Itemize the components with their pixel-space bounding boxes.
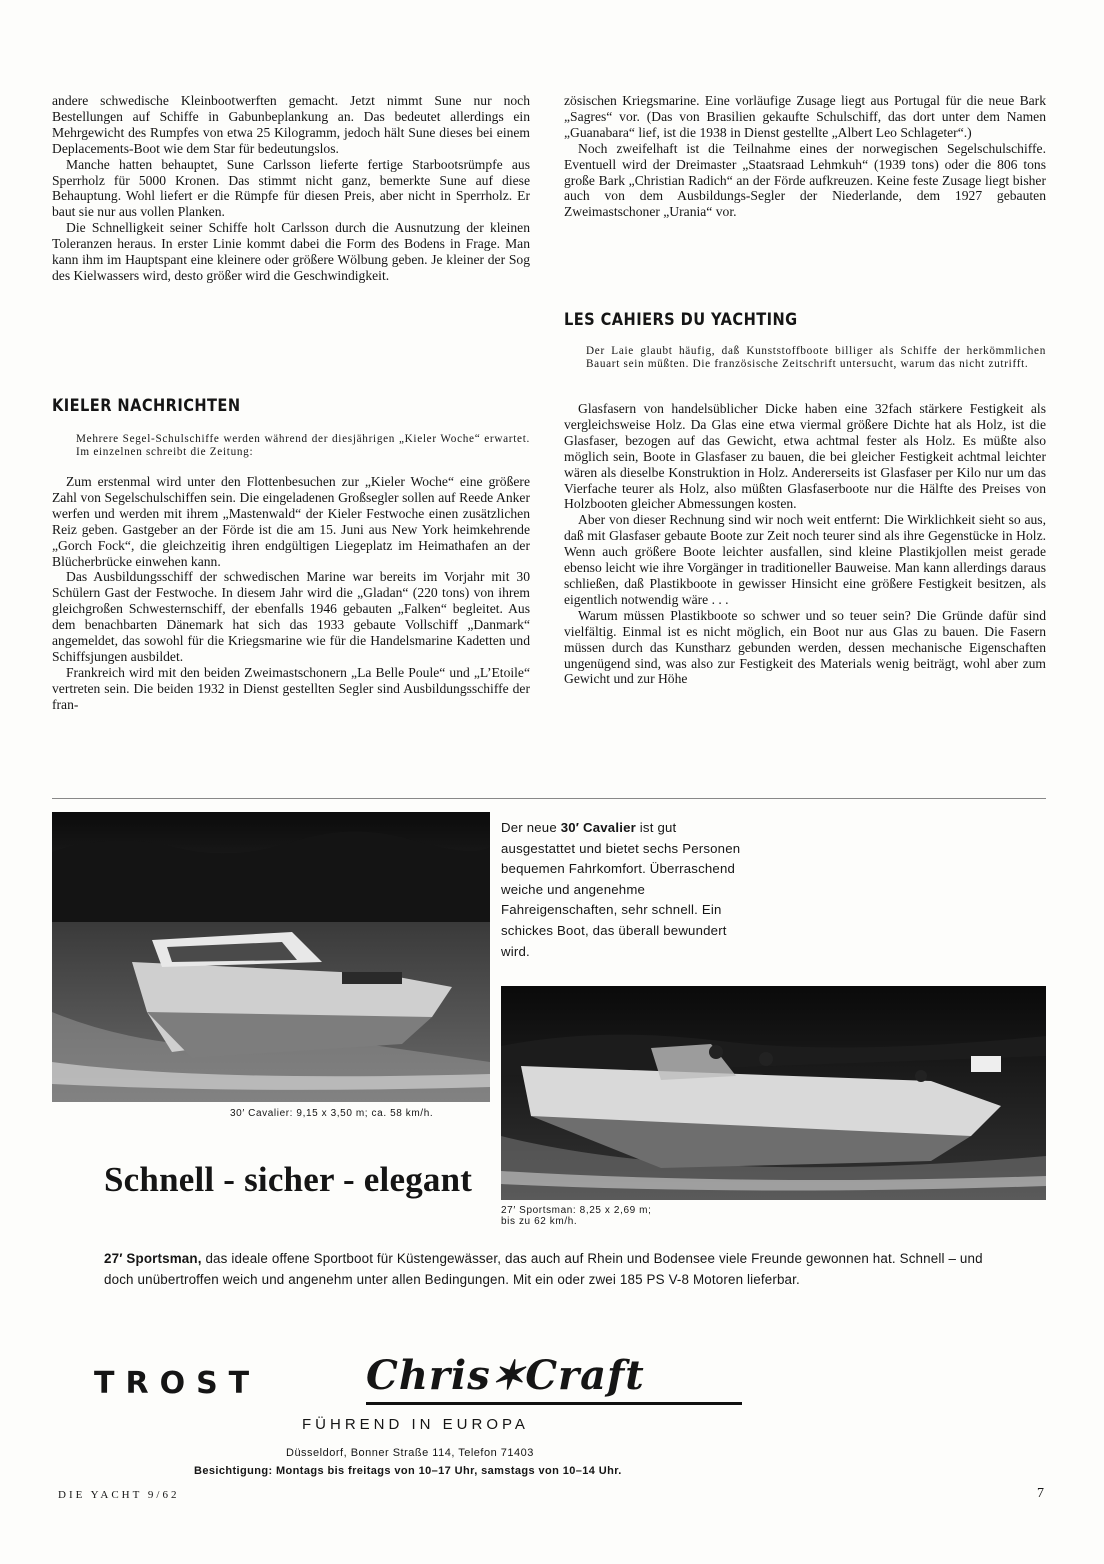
caption-line: bis zu 62 km/h.: [501, 1216, 578, 1227]
left-column-body: [52, 474, 530, 713]
paragraph: zösischen Kriegsmarine. Eine vorläufige Zusage liegt aus Portugal für die neue Bark „Sagres“ vor. (Das von Brasilien gekaufte Schulschiff, das dort unter dem Namen „Guanabara“ lief, ist die 1938 in Dienst gestellte „Albert Leo Schlageter“.): [564, 93, 1046, 140]
blurb-text: ist gut ausgestattet und bietet sechs Personen bequemen Fahrkomfort. Überraschend weiche und angenehme Fahreigenschaften, sehr schnell. Ein schickes Boot, das überall bewundert wird.: [501, 820, 741, 959]
paragraph: andere schwedische Kleinbootwerften gemacht. Jetzt nimmt Sune nur noch Bestellungen auf Schiffe in Gabunbeplankung an. Das bedeutet allerdings ein Mehrgewicht des Rumpfes von etwa 25 Kilogramm, jedoch hält Sune dieses bei einem Deplacements-Boot wie dem Star für bedeutungslos.: [52, 93, 530, 156]
ad-body-text: das ideale offene Sportboot für Küstengewässer, das auch auf Rhein und Bodensee viele Freunde gewonnen hat. Schnell – und doch unübertroffen weich und angenehm unter allen Bedingungen. Mit ein oder zwei 185 PS V-8 Motoren lieferbar.: [104, 1251, 983, 1287]
paragraph: Die Schnelligkeit seiner Schiffe holt Carlsson durch die Ausnutzung der kleinen Toleranzen heraus. In erster Linie kommt dabei die Form des Bodens in Frage. Man kann ihm im Hauptspant eine kleinere oder größere Wölbung geben. Je kleiner der Sog des Kielwassers wird, desto größer wird die Geschwindigkeit.: [52, 220, 530, 283]
address: Düsseldorf, Bonner Straße 114, Telefon 71403: [286, 1447, 534, 1459]
paragraph: Zum erstenmal wird unter den Flottenbesuchen zur „Kieler Woche“ eine größere Zahl von Segelschulschiffen sein. Die eingeladenen Großsegler sollen auf Reede Anker werfen und werden mit ihrem „Mastenwald“ der Kieler Festwoche einen zusätzlichen Reiz geben. Gastgeber an der Förde ist die am 15. Juni aus New York heimkehrende „Gorch Fock“, die gleichzeitig ihren endgültigen Liegeplatz im Heimathafen an der Blücherbrücke einwehen kann.: [52, 474, 530, 569]
page-number: 7: [1037, 1486, 1044, 1501]
model-name: 30′ Cavalier: [560, 820, 636, 835]
caption-line: 27′ Sportsman: 8,25 x 2,69 m;: [501, 1205, 652, 1216]
cavalier-boat-illustration: [52, 812, 490, 1102]
ad-divider: [52, 798, 1046, 799]
hours: Besichtigung: Montags bis freitags von 10–17 Uhr, samstags von 10–14 Uhr.: [194, 1465, 622, 1477]
heading-kieler-nachrichten: KIELER NACHRICHTEN: [52, 396, 241, 416]
cavalier-blurb: [501, 818, 741, 962]
model-name: 27′ Sportsman,: [104, 1251, 202, 1266]
right-column-body: [564, 401, 1046, 687]
lead-kieler-nachrichten: Mehrere Segel-Schulschiffe werden während der diesjährigen „Kieler Woche“ erwartet. Im einzelnen schreibt die Zeitung:: [76, 433, 530, 459]
cavalier-photo: [52, 812, 490, 1102]
sportsman-caption: [501, 1205, 651, 1227]
paragraph: Manche hatten behauptet, Sune Carlsson lieferte fertige Starbootsrümpfe aus Sperrholz für 5000 Kronen. Das stimmt nicht ganz, bemerkte Sune auf diese Behauptung. Wohl liefert er die Rümpfe für diesen Preis, aber nicht in Sperrholz. Er baut sie nur aus vollen Planken.: [52, 156, 530, 220]
heading-les-cahiers: LES CAHIERS DU YACHTING: [564, 310, 798, 330]
brand-trost: TROST: [94, 1366, 261, 1401]
slogan: Schnell - sicher - elegant: [104, 1160, 473, 1199]
cavalier-caption: 30′ Cavalier: 9,15 x 3,50 m; ca. 58 km/h.: [230, 1108, 434, 1119]
sportsman-text: [104, 1248, 1004, 1290]
publication-footer: DIE YACHT 9/62: [58, 1489, 180, 1501]
sportsman-photo: [501, 986, 1046, 1200]
paragraph: Aber von dieser Rechnung sind wir noch weit entfernt: Die Wirklichkeit sieht so aus, daß mit Glasfaser gebaute Boote zur Zeit noch teurer sind als ihre Gegenstücke in Holz. Wenn auch größere Boote leichter ausfallen, sind kleine Plastikjollen meist gerade ebenso leicht wie ihre Vorgänger in traditioneller Bauweise. Man kann allerdings daraus schließen, daß Plastikboote in gewisser Hinsicht eine größere Festigkeit besitzen, als eigentlich notwendig wäre . . .: [564, 512, 1046, 607]
paragraph: Warum müssen Plastikboote so schwer und so teuer sein? Die Gründe dafür sind vielfältig. Einmal ist es nicht möglich, ein Boot nur aus Glas zu bauen. Die Fasern müssen durch das Kunstharz gebunden werden, dessen mechanische Eigenschaften ungenügend sind, was also zur Festigkeit des Materials wenig beiträgt, wohl aber zum Gewicht und zur Höhe: [564, 607, 1046, 687]
lead-les-cahiers: Der Laie glaubt häufig, daß Kunststoffboote billiger als Schiffe der herkömmlichen Bauart sein müßten. Die französische Zeitschrift untersucht, warum das nicht zutrifft.: [586, 345, 1046, 371]
paragraph: Noch zweifelhaft ist die Teilnahme eines der norwegischen Segelschulschiffe. Eventuell wird der Dreimaster „Staatsraad Lehmkuh“ (1939 tons) oder die 806 tons große Bark „Christian Radich“ an der Förde aufkreuzen. Keine feste Zusage liegt bisher auch von dem Ausbildungs-Segler der Niederlande, dem 1927 gebauten Zweimastschoner „Urania“ vor.: [564, 140, 1046, 220]
logo-underline: [366, 1402, 742, 1405]
paragraph: Das Ausbildungsschiff der schwedischen Marine war bereits im Vorjahr mit 30 Schülern Gast der Festwoche. In diesem Jahr wird die „Gladan“ (220 tons) von ihrem gleichgroßen Schwesternschiff, der ebenfalls 1946 gebauten „Falken“ begleitet. Aus dem benachbarten Dänemark hat sich das 1933 gebaute Vollschiff „Danmark“ angemeldet, das sowohl für die Kriegsmarine wie für die Handelsmarine Kadetten und Schiffsjungen ausbildet.: [52, 569, 530, 664]
tagline: FÜHREND IN EUROPA: [302, 1416, 529, 1433]
blurb-text: Der neue: [501, 820, 561, 835]
paragraph: Frankreich wird mit den beiden Zweimastschonern „La Belle Poule“ und „L’Etoile“ vertreten sein. Die beiden 1932 in Dienst gestellten Segler sind Ausbildungsschiffe der fran-: [52, 664, 530, 712]
left-column-intro: [52, 93, 530, 284]
sportsman-boat-illustration: [501, 986, 1046, 1200]
right-column-intro: [564, 93, 1046, 220]
paragraph: Glasfasern von handelsüblicher Dicke haben eine 32fach stärkere Festigkeit als vergleichsweise Holz. Da Glas eine etwa viermal größere Dichte hat als Holz, ist die Glasfaser, bezogen auf das Gewicht, etwa achtmal fester als Holz. Es müßte also möglich sein, Boote in Glasfaser zu bauen, die bei gleicher Festigkeit achtmal leichter wären als dieselbe Konstruktion in Holz. Andererseits ist Glasfaser per Kilo nur um das Vierfache teurer als Holz, also müßten Glasfaserboote nur die Hälfte des Preises von Holzbooten gleicher Abmessungen kosten.: [564, 401, 1046, 512]
chris-craft-logo: Chris✶Craft: [366, 1352, 645, 1399]
